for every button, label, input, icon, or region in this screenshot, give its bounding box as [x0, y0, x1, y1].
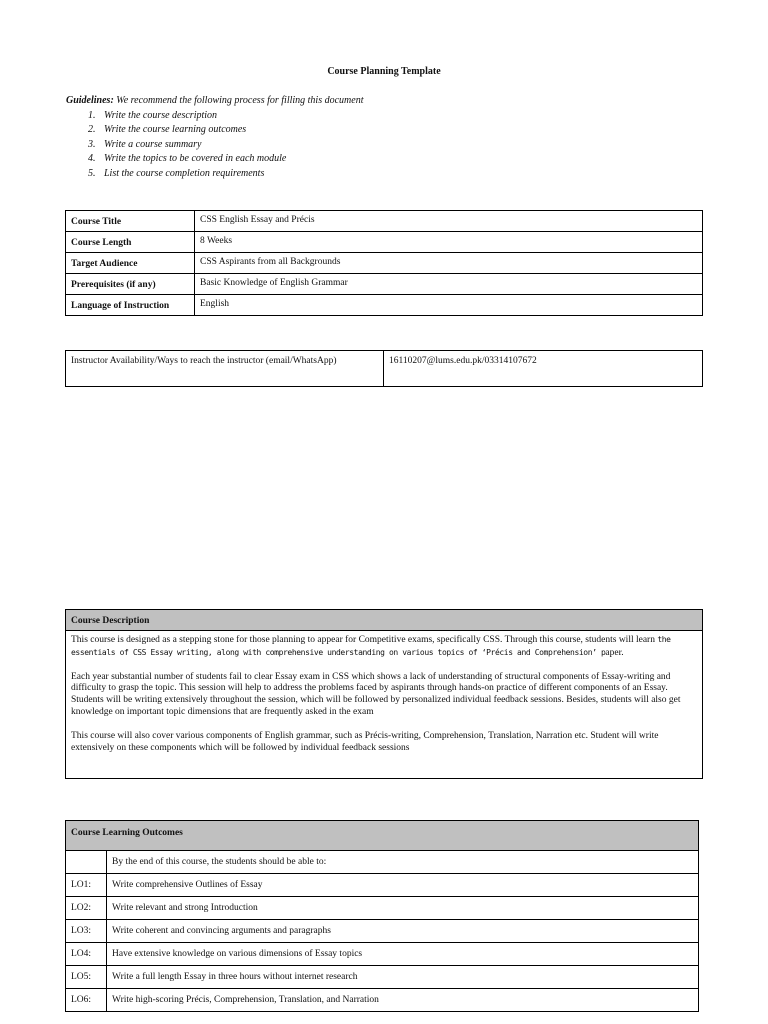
- learning-outcomes-table: [65, 820, 699, 1012]
- outcome-id: LO3:: [66, 920, 107, 943]
- contact-value: 16110207@lums.edu.pk/03314107672: [384, 351, 703, 387]
- table-row: [66, 253, 703, 274]
- description-text: This course is designed as a stepping stone for those planning to appear for Competitive exams, specifically CSS. Through this course, students will learn: [71, 635, 658, 645]
- guideline-step: 2. Write the course learning outcomes: [98, 123, 363, 138]
- description-text: aper.: [605, 647, 624, 658]
- description-handwritten-text: the essentials of CSS Essay writing, along with comprehensive understanding on various topics of ‘Précis and Comprehension’ p: [71, 635, 671, 657]
- course-info-table: [65, 210, 703, 316]
- course-length-label: Course Length: [66, 232, 195, 253]
- table-row: [66, 851, 699, 874]
- table-row: [66, 295, 703, 316]
- outcome-text: Write high-scoring Précis, Comprehension, Translation, and Narration: [107, 989, 699, 1012]
- contact-label: Instructor Availability/Ways to reach the instructor (email/WhatsApp): [66, 351, 384, 387]
- outcome-id: LO5:: [66, 966, 107, 989]
- contact-table: [65, 350, 703, 387]
- outcomes-intro: By the end of this course, the students should be able to:: [107, 851, 699, 874]
- outcome-id: LO6:: [66, 989, 107, 1012]
- document-title: Course Planning Template: [327, 66, 441, 77]
- course-title-label: Course Title: [66, 211, 195, 232]
- table-row: [66, 897, 699, 920]
- prerequisites-value: Basic Knowledge of English Grammar: [195, 274, 703, 295]
- guideline-step: 1. Write the course description: [98, 109, 363, 124]
- outcome-id: LO1:: [66, 874, 107, 897]
- course-title-value: CSS English Essay and Précis: [195, 211, 703, 232]
- table-row: [66, 943, 699, 966]
- prerequisites-label: Prerequisites (if any): [66, 274, 195, 295]
- table-row: [66, 966, 699, 989]
- outcome-text: Write comprehensive Outlines of Essay: [107, 874, 699, 897]
- outcome-id: LO4:: [66, 943, 107, 966]
- table-row: [66, 610, 703, 631]
- description-paragraph: This course will also cover various components of English grammar, such as Précis-writing, Comprehension, Translation, Narration etc. Student will write extensively on these components which will be followed by individual feedback sessions: [71, 730, 659, 753]
- guidelines: [66, 94, 363, 182]
- course-length-value: 8 Weeks: [195, 232, 703, 253]
- description-paragraph: Each year substantial number of students fail to clear Essay exam in CSS which shows a lack of understanding of structural components of Essay-writing and difficulty to grasp the topic. This session will help to address the problems faced by aspirants through hands-on practice of different components of an Essay. Students will be writing extensively throughout the session, which will be followed by personalized individual feedback sessions. Besides, students will also get knowledge on important topic dimensions that are frequently asked in the exam: [71, 671, 681, 717]
- language-label: Language of Instruction: [66, 295, 195, 316]
- course-description-heading: Course Description: [66, 610, 703, 631]
- outcome-id: [66, 851, 107, 874]
- outcome-text: Have extensive knowledge on various dimensions of Essay topics: [107, 943, 699, 966]
- language-value: English: [195, 295, 703, 316]
- outcome-id: LO2:: [66, 897, 107, 920]
- target-audience-value: CSS Aspirants from all Backgrounds: [195, 253, 703, 274]
- outcome-text: Write coherent and convincing arguments and paragraphs: [107, 920, 699, 943]
- learning-outcomes-heading: Course Learning Outcomes: [66, 821, 699, 851]
- guidelines-steps: [66, 109, 363, 182]
- outcome-text: Write a full length Essay in three hours without internet research: [107, 966, 699, 989]
- course-description-body: [66, 631, 703, 779]
- table-row: [66, 232, 703, 253]
- table-row: [66, 920, 699, 943]
- table-row: [66, 274, 703, 295]
- guidelines-intro: We recommend the following process for filling this document: [113, 95, 364, 106]
- guideline-step: 5. List the course completion requirements: [98, 167, 363, 182]
- guideline-step: 3. Write a course summary: [98, 138, 363, 153]
- table-row: [66, 821, 699, 851]
- target-audience-label: Target Audience: [66, 253, 195, 274]
- table-row: [66, 211, 703, 232]
- table-row: [66, 989, 699, 1012]
- outcome-text: Write relevant and strong Introduction: [107, 897, 699, 920]
- table-row: [66, 351, 703, 387]
- guideline-step: 4. Write the topics to be covered in each module: [98, 152, 363, 167]
- table-row: [66, 631, 703, 779]
- description-paragraph: [71, 634, 697, 660]
- course-description-table: [65, 609, 703, 779]
- table-row: [66, 874, 699, 897]
- guidelines-label: Guidelines:: [66, 95, 114, 106]
